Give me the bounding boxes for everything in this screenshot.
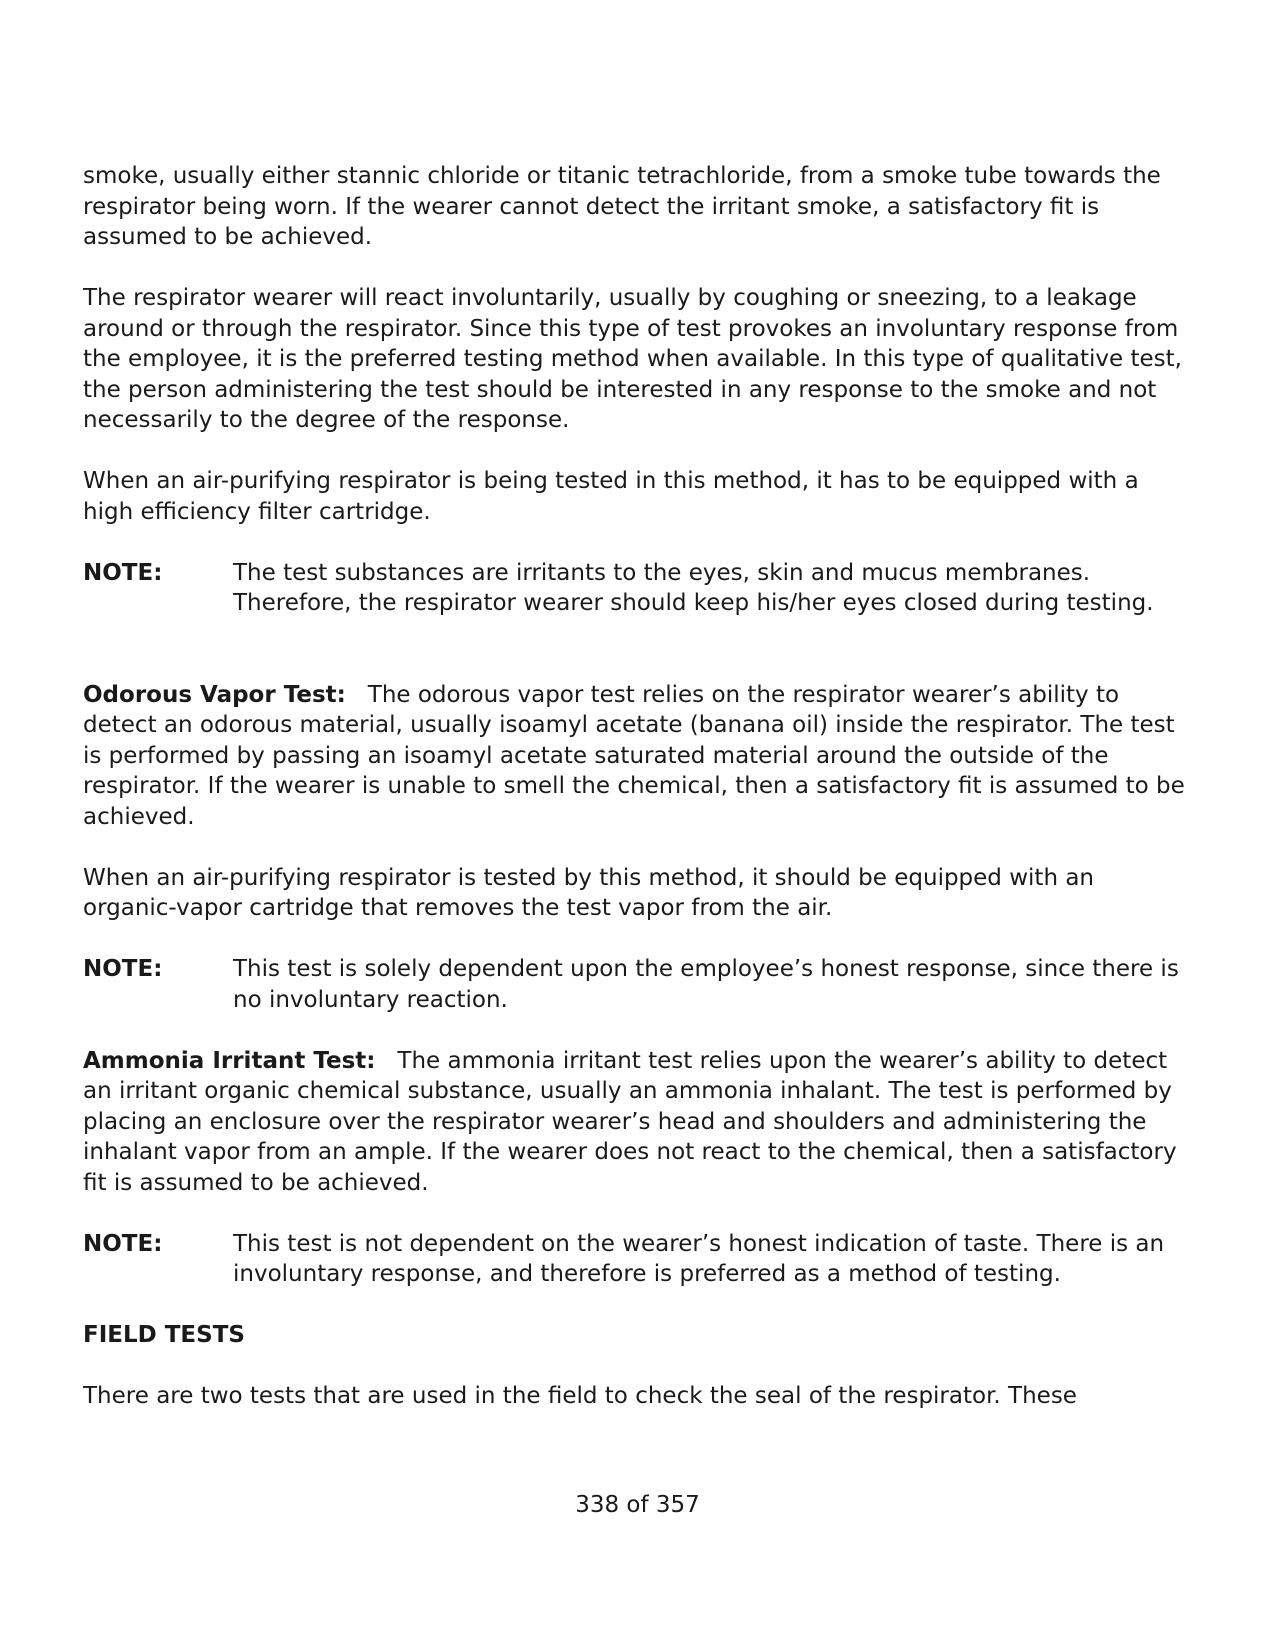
note-honest-response bbox=[83, 954, 1195, 1015]
note-taste bbox=[83, 1229, 1195, 1290]
note-label: NOTE: bbox=[83, 559, 163, 586]
odorous-vapor-test-text: The odorous vapor test relies on the respirator wearer’s ability to detect an odorous material, usually isoamyl acetate (banana oil) inside the respirator. The test is performed by passing an isoamyl acetate saturated material around the outside of the respirator. If the wearer is unable to smell the chemical, then a satisfactory fit is assumed to be achieved. bbox=[83, 681, 1185, 830]
paragraph-organic-vapor-cartridge: When an air-purifying respirator is tested by this method, it should be equipped with an organic-vapor cartridge that removes the test vapor from the air. bbox=[83, 864, 1095, 921]
ammonia-irritant-test-title: Ammonia Irritant Test: bbox=[83, 1047, 376, 1074]
document-body bbox=[83, 161, 1195, 1442]
note-text: This test is solely dependent upon the employee’s honest response, since there is no involuntary reaction. bbox=[233, 956, 1179, 1013]
paragraph-hepa-cartridge: When an air-purifying respirator is being tested in this method, it has to be equipped with a high efficiency filter cartridge. bbox=[83, 468, 1139, 525]
spacer bbox=[83, 649, 1195, 680]
paragraph-ammonia-irritant-test bbox=[83, 1046, 1195, 1199]
paragraph-involuntary-reaction: The respirator wearer will react involuntarily, usually by coughing or sneezing, to a leakage around or through the respirator. Since this type of test provokes an involuntary response from the employee, it is the preferred testing method when available. In this type of qualitative test, the person administering the test should be interested in any response to the smoke and not necessarily to the degree of the response. bbox=[83, 285, 1182, 433]
odorous-vapor-test-title: Odorous Vapor Test: bbox=[83, 681, 346, 708]
paragraph-smoke-test-continued: smoke, usually either stannic chloride or titanic tetrachloride, from a smoke tube towards the respirator being worn. If the wearer cannot detect the irritant smoke, a satisfactory fit is assumed to be achieved. bbox=[83, 163, 1161, 250]
paragraph-field-tests-intro: There are two tests that are used in the field to check the seal of the respirator. These bbox=[83, 1383, 1077, 1409]
note-text: The test substances are irritants to the eyes, skin and mucus membranes. Therefore, the respirator wearer should keep his/her eyes closed during testing. bbox=[233, 559, 1154, 616]
paragraph-odorous-vapor-test bbox=[83, 680, 1195, 833]
page-number: 338 of 357 bbox=[575, 1492, 700, 1518]
note-label: NOTE: bbox=[83, 1230, 163, 1257]
ammonia-irritant-test-text: The ammonia irritant test relies upon the wearer’s ability to detect an irritant organic chemical substance, usually an ammonia inhalant. The test is performed by placing an enclosure over the respirator wearer’s head and shoulders and administering the inhalant vapor from an ample. If the wearer does not react to the chemical, then a satisfactory fit is assumed to be achieved. bbox=[83, 1047, 1177, 1196]
note-irritants bbox=[83, 558, 1195, 619]
note-label: NOTE: bbox=[83, 956, 163, 982]
note-text: This test is not dependent on the wearer’s honest indication of taste. There is an involuntary response, and therefore is preferred as a method of testing. bbox=[233, 1230, 1165, 1287]
section-heading-field-tests: FIELD TESTS bbox=[83, 1322, 245, 1348]
